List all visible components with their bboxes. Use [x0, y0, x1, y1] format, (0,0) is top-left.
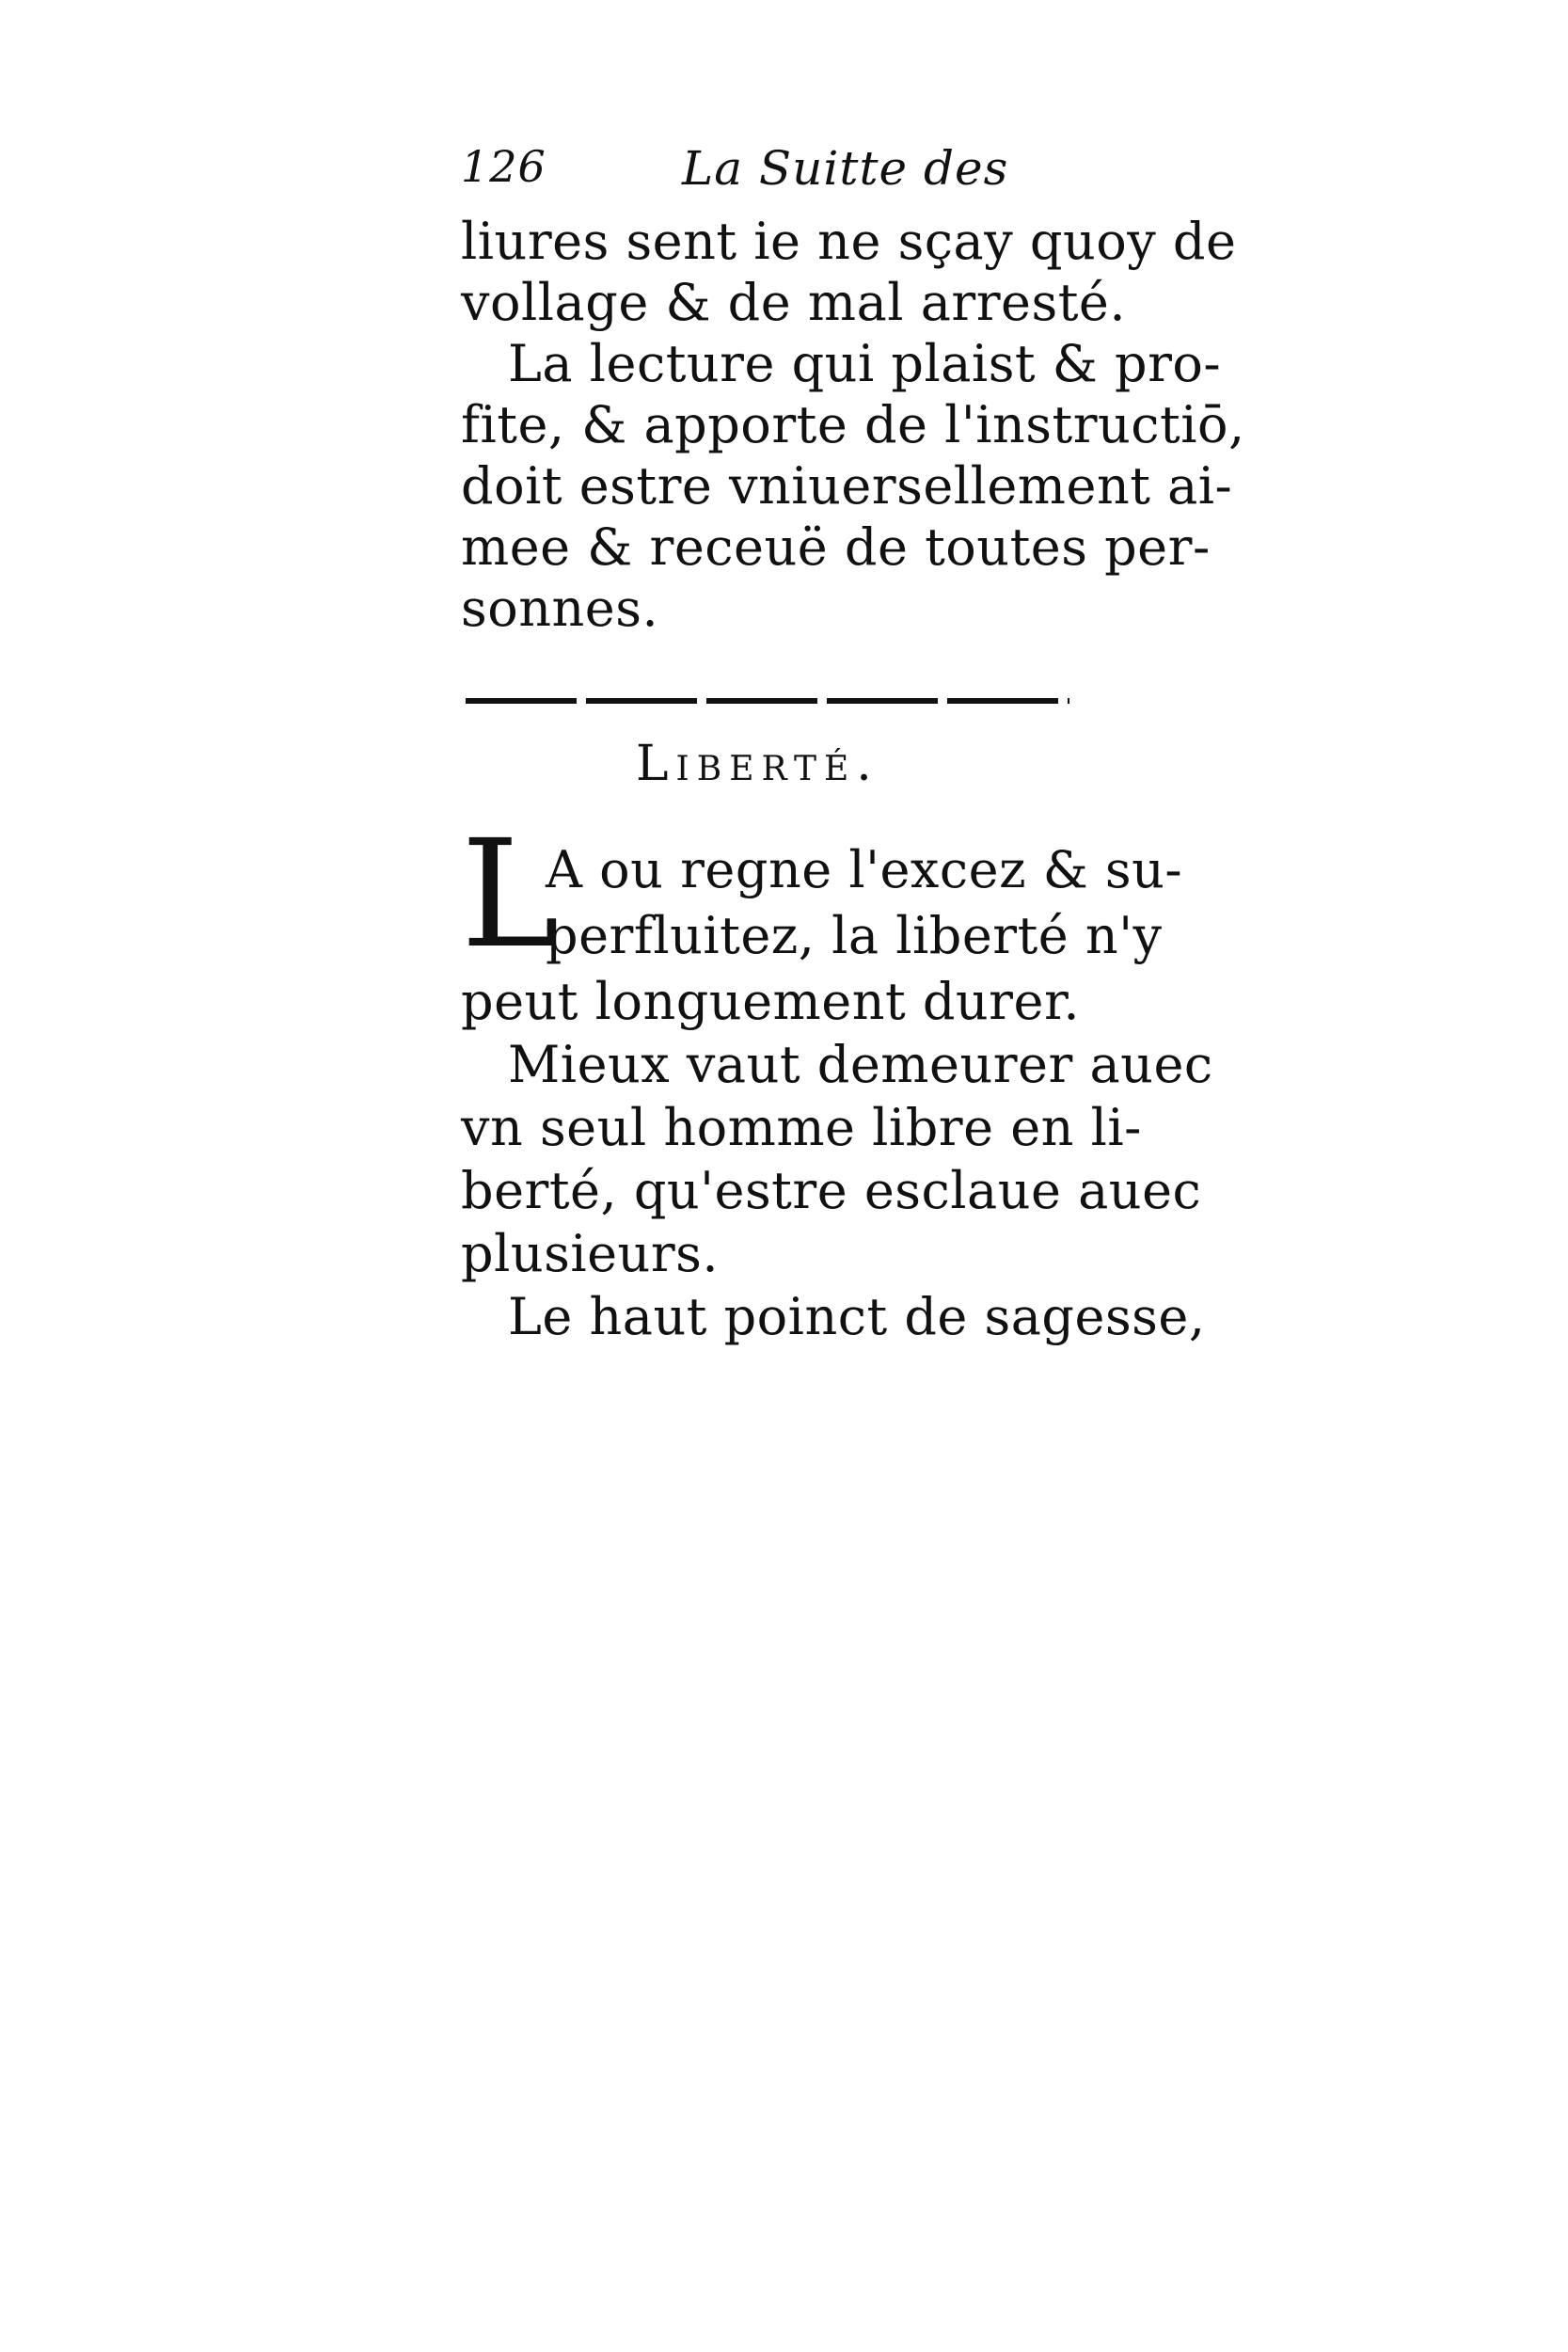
section-line-3: peut longuement durer.: [461, 972, 1080, 1031]
section-line-1: A ou regne l'excez & su-: [546, 840, 1183, 899]
text-line-7: sonnes.: [461, 579, 659, 638]
section-divider: [466, 698, 1069, 704]
text-line-1: liures sent ie ne sçay quoy de: [461, 212, 1237, 271]
section-title: Liberté.: [636, 736, 879, 792]
text-line-4: fite, & apporte de l'instructiō,: [461, 395, 1245, 454]
text-line-5: doit estre vniuersellement ai-: [461, 456, 1233, 516]
section-line-4: Mieux vaut demeurer auec: [508, 1035, 1213, 1094]
text-line-2: vollage & de mal arresté.: [461, 273, 1127, 332]
section-line-5: vn seul homme libre en li-: [461, 1098, 1142, 1157]
section-line-8: Le haut poinct de sagesse,: [508, 1287, 1206, 1346]
section-line-6: berté, qu'estre esclaue auec: [461, 1161, 1202, 1220]
text-line-3: La lecture qui plaist & pro-: [508, 334, 1222, 393]
section-line-7: plusieurs.: [461, 1224, 720, 1283]
drop-cap: L: [461, 808, 560, 981]
text-line-6: mee & receuë de toutes per-: [461, 517, 1211, 577]
page-header: [461, 141, 1082, 207]
section-line-2: perfluitez, la liberté n'y: [546, 906, 1163, 965]
page-number: 126: [461, 141, 546, 192]
running-title: La Suitte des: [682, 141, 1009, 196]
